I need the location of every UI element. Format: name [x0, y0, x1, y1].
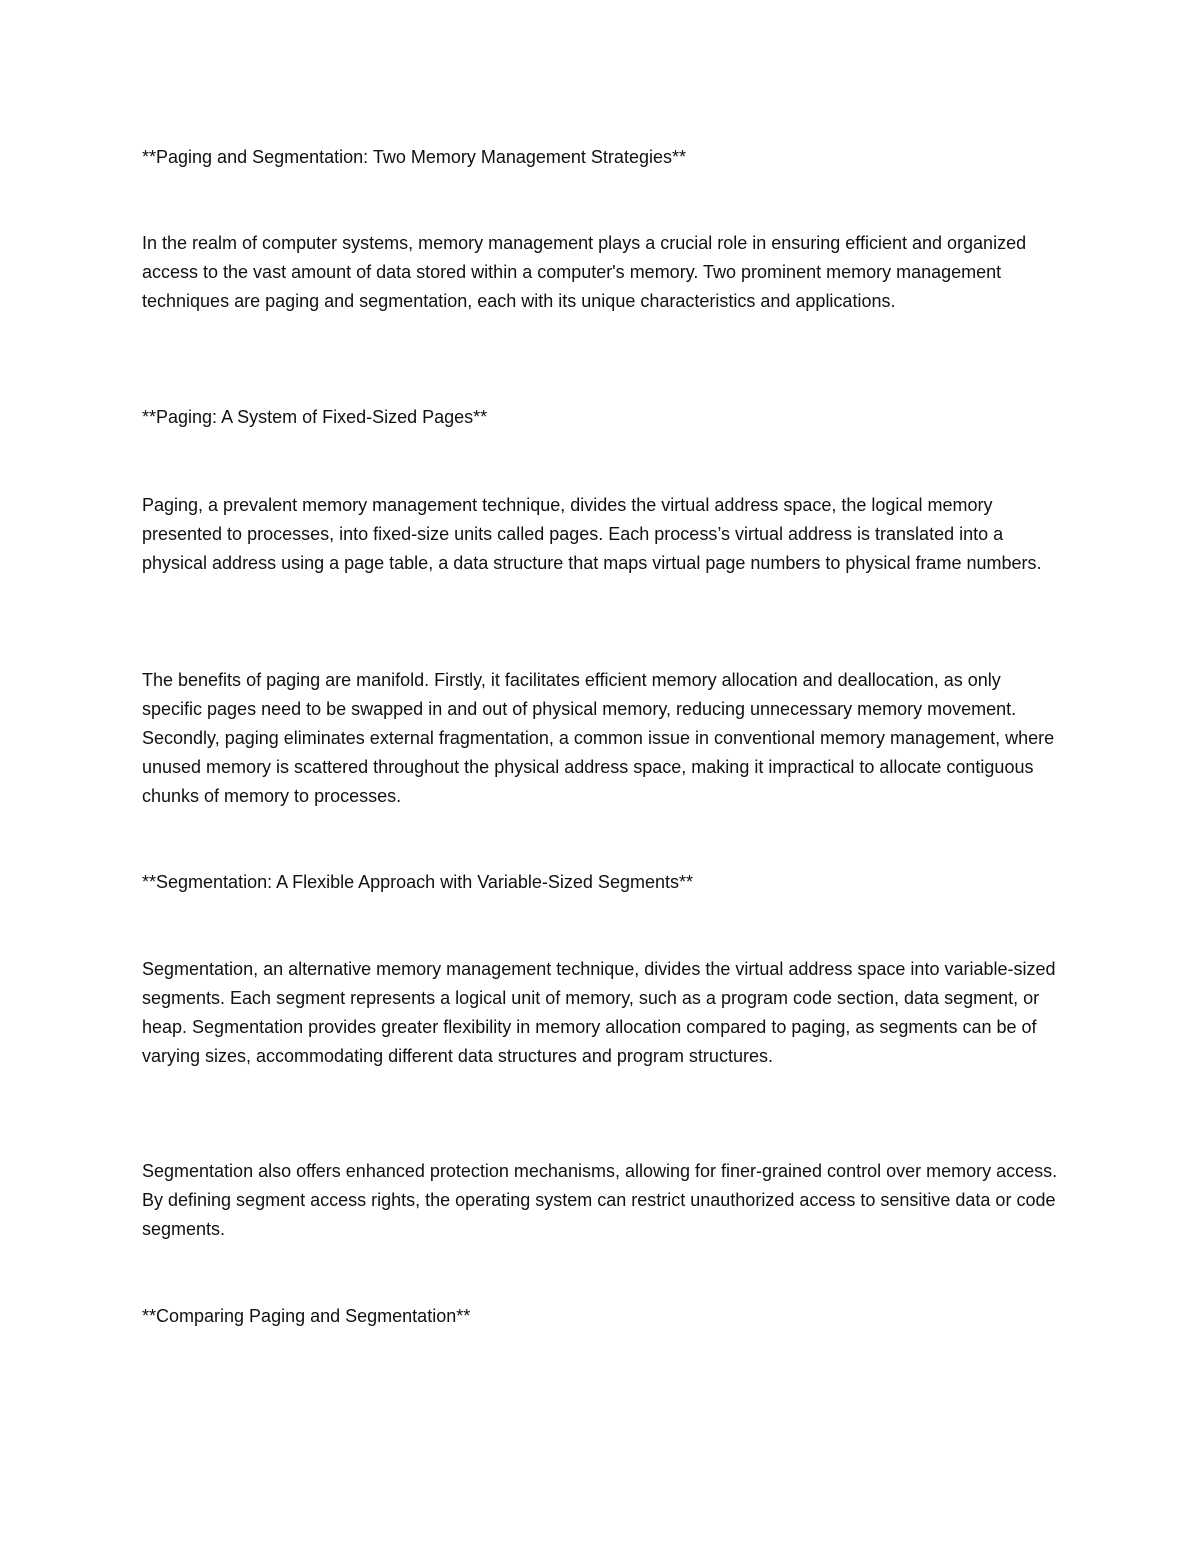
paging-paragraph-2: The benefits of paging are manifold. Firstly, it facilitates efficient memory allocation and deallocation, as only specific pages need to be swapped in and out of physical memory, reducing unnecessary memory movement. Secondly, paging eliminates external fragmentation, a common issue in conventional memory management, where unused memory is scattered throughout the physical address space, making it impractical to allocate contiguous chunks of memory to processes.: [142, 670, 1055, 806]
intro-paragraph: In the realm of computer systems, memory management plays a crucial role in ensuring efficient and organized access to the vast amount of data stored within a computer's memory. Two prominent memory management techniques are paging and segmentation, each with its unique characteristics and applications.: [142, 233, 1027, 311]
paging-heading: **Paging: A System of Fixed-Sized Pages**: [142, 407, 488, 427]
segmentation-paragraph-2: Segmentation also offers enhanced protection mechanisms, allowing for finer-grained control over memory access. By defining segment access rights, the operating system can restrict unauthorized access to sensitive data or code segments.: [142, 1161, 1058, 1239]
paging-paragraph-1: Paging, a prevalent memory management technique, divides the virtual address space, the logical memory presented to processes, into fixed-size units called pages. Each process’s virtual address is translated into a physical address using a page table, a data structure that maps virtual page numbers to physical frame numbers.: [142, 495, 1042, 573]
segmentation-paragraph-1: Segmentation, an alternative memory management technique, divides the virtual address space into variable-sized segments. Each segment represents a logical unit of memory, such as a program code section, data segment, or heap. Segmentation provides greater flexibility in memory allocation compared to paging, as segments can be of varying sizes, accommodating different data structures and program structures.: [142, 959, 1056, 1066]
document-title: **Paging and Segmentation: Two Memory Management Strategies**: [142, 147, 686, 167]
segmentation-heading: **Segmentation: A Flexible Approach with Variable-Sized Segments**: [142, 872, 693, 892]
comparing-heading: **Comparing Paging and Segmentation**: [142, 1306, 471, 1326]
